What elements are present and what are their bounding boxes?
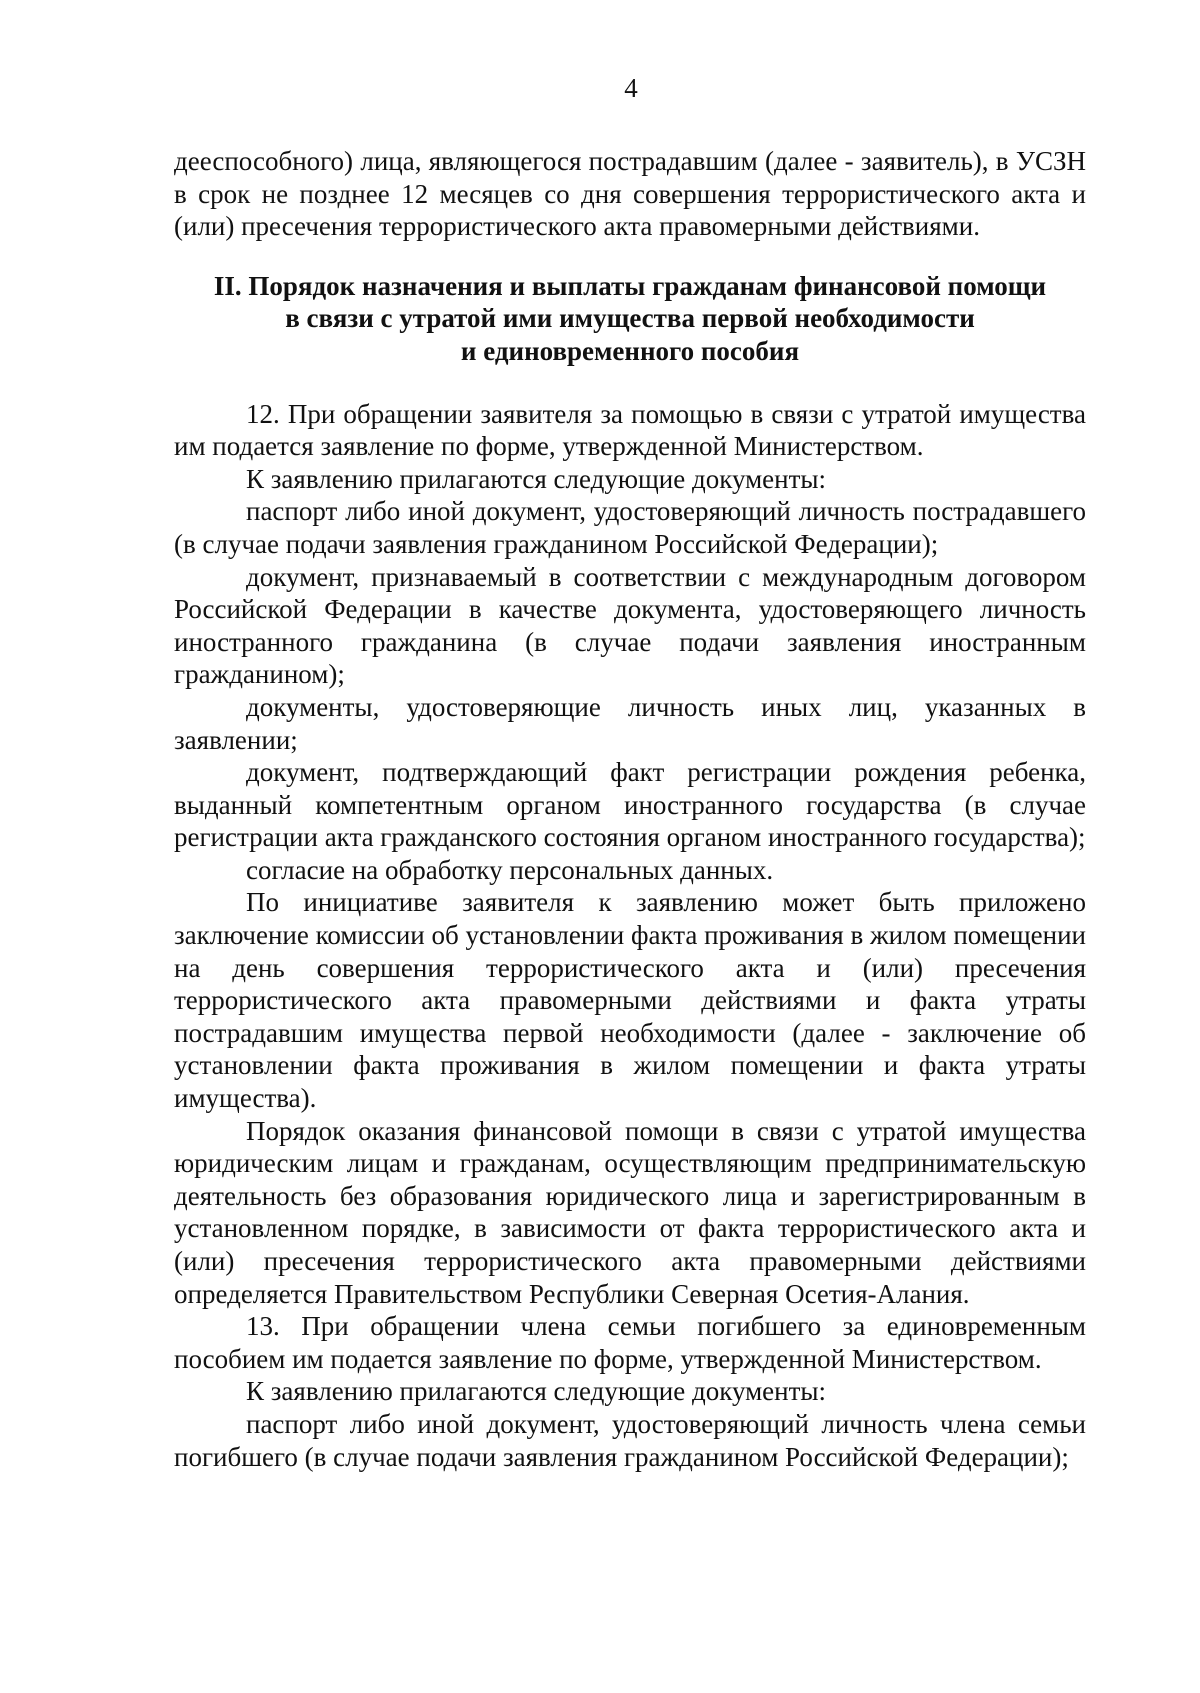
intro-paragraph: дееспособного) лица, являющегося пострадавшим (далее - заявитель), в УСЗН в срок не позднее 12 месяцев со дня совершения террористического акта и (или) пресечения террористического акта правомерными действиями. <box>174 146 1086 242</box>
paragraph-documents-list-intro: К заявлению прилагаются следующие документы: <box>246 463 827 494</box>
document-body <box>174 145 1086 1473</box>
list-item-birth-registration: документ, подтверждающий факт регистрации рождения ребенка, выданный компетентным органом иностранного государства (в случае регистрации акта гражданского состояния органом иностранного государства); <box>174 757 1086 853</box>
paragraph-documents-list-intro-2: К заявлению прилагаются следующие документы: <box>246 1376 827 1407</box>
paragraph-13: 13. При обращении члена семьи погибшего за единовременным пособием им подается заявление по форме, утвержденной Министерством. <box>174 1311 1086 1374</box>
paragraph-legal-entities-procedure: Порядок оказания финансовой помощи в связи с утратой имущества юридическим лицам и гражданам, осуществляющим предпринимательскую деятельность без образования юридического лица и зарегистрированным в установленном порядке, в зависимости от факта террористического акта и (или) пресечения террористического акта правомерными действиями определяется Правительством Республики Северная Осетия-Алания. <box>174 1115 1086 1309</box>
section-heading-line-2: в связи с утратой ими имущества первой необходимости <box>285 303 975 334</box>
list-item-other-persons-documents: документы, удостоверяющие личность иных лиц, указанных в заявлении; <box>174 691 1086 755</box>
paragraph-12: 12. При обращении заявителя за помощью в связи с утратой имущества им подается заявление по форме, утвержденной Министерством. <box>174 398 1086 462</box>
list-item-family-member-passport: паспорт либо иной документ, удостоверяющий личность члена семьи погибшего (в случае подачи заявления гражданином Российской Федерации); <box>174 1408 1086 1472</box>
list-item-passport: паспорт либо иной документ, удостоверяющий личность пострадавшего (в случае подачи заявления гражданином Российской Федерации); <box>174 496 1086 559</box>
paragraph-commission-conclusion: По инициативе заявителя к заявлению может быть приложено заключение комиссии об установлении факта проживания в жилом помещении на день совершения террористического акта и (или) пресечения террористического акта правомерными действиями и факта утраты пострадавшим имущества первой необходимости (далее - заключение об установлении факта проживания в жилом помещении и факта утраты имущества). <box>174 887 1086 1114</box>
page-number: 4 <box>624 73 638 103</box>
section-heading-line-3: и единовременного пособия <box>460 335 800 366</box>
section-heading-line-1: II. Порядок назначения и выплаты гражданам финансовой помощи <box>213 270 1047 301</box>
list-item-personal-data-consent: согласие на обработку персональных данных. <box>246 854 774 885</box>
list-item-foreign-document: документ, признаваемый в соответствии с международным договором Российской Федерации в качестве документа, удостоверяющего личность иностранного гражданина (в случае подачи заявления иностранным гражданином); <box>174 561 1086 690</box>
section-heading <box>174 270 1086 368</box>
